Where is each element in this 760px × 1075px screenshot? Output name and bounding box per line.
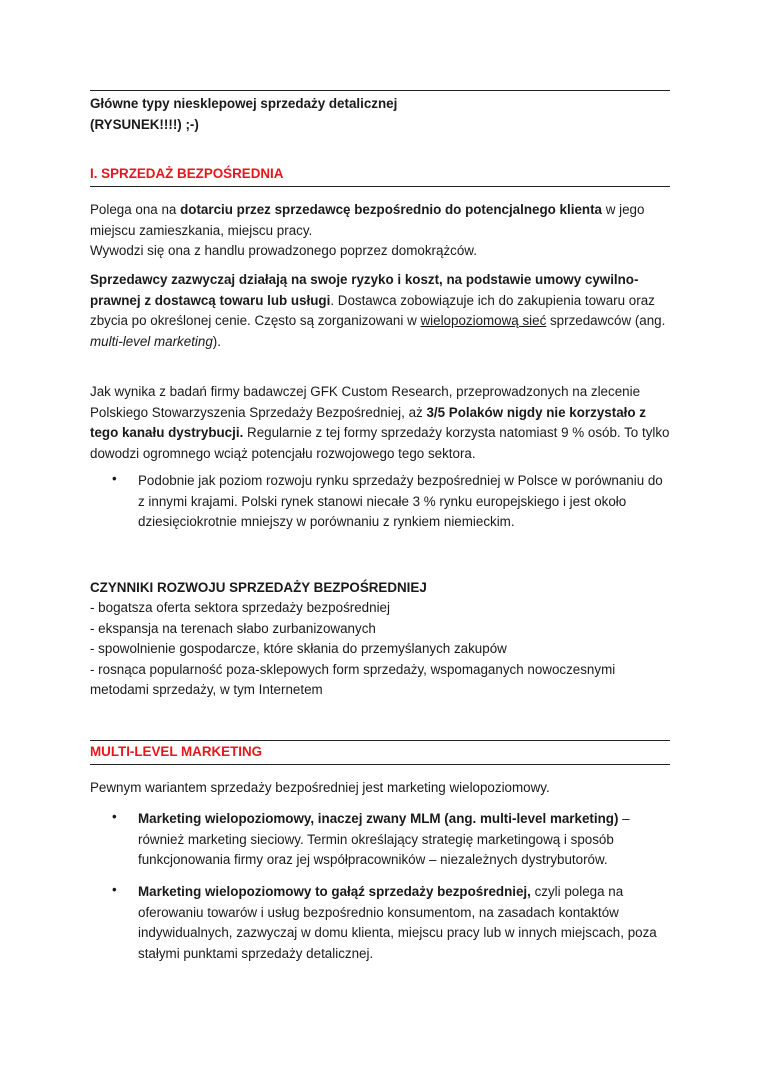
list-item: - spowolnienie gospodarcze, które skłania do przemyślanych zakupów [90, 641, 507, 656]
factors-heading: CZYNNIKI ROZWOJU SPRZEDAŻY BEZPOŚREDNIEJ [90, 580, 427, 595]
mlm-top-rule [90, 740, 670, 741]
paragraph-definition: Polega ona na dotarciu przez sprzedawcę bezpośrednio do potencjalnego klienta w jego miejscu zamieszkania, miejscu pracy. Wywodzi się ona z handlu prowadzonego poprzez domokrążców. [90, 202, 645, 258]
bullet-text: Marketing wielopoziomowy, inaczej zwany MLM (ang. multi-level marketing) – również marketing sieciowy. Termin określający strategię marketingową i sposób funkcjonowania firmy oraz jej współpracowników – niezależnych dystrybutorów. [138, 811, 630, 867]
bullet-icon: • [112, 809, 117, 824]
section-rule [90, 186, 670, 187]
subtitle-line: (RYSUNEK!!!!) ;-) [90, 116, 199, 132]
bullet-icon: • [112, 471, 117, 486]
bullet-text: Podobnie jak poziom rozwoju rynku sprzedaży bezpośredniej w Polsce w porównaniu do z innymi krajami. Polski rynek stanowi niecałe 3 % rynku europejskiego i jest około dziesięciokrotnie mniejszy w porównaniu z rynkiem niemieckim. [138, 473, 663, 529]
paragraph-research: Jak wynika z badań firmy badawczej GFK Custom Research, przeprowadzonych na zlecenie Polskiego Stowarzyszenia Sprzedaży Bezpośredniej, aż 3/5 Polaków nigdy nie korzystało z tego kanału dystrybucji. Regularnie z tej formy sprzedaży korzysta natomiast 9 % osób. To tylko dowodzi ogromnego wciąż potencjału rozwojowego tego sektora. [90, 384, 670, 461]
bullet-text: Marketing wielopoziomowy to gałąź sprzedaży bezpośredniej, czyli polega na oferowaniu towarów i usług bezpośrednio konsumentom, na zasadach kontaktów indywidualnych, zazwyczaj w domu klienta, miejscu pracy lub w innych miejscach, poza stałymi punktami sprzedaży detalicznej. [138, 884, 657, 961]
list-item: - ekspansja na terenach słabo zurbanizowanych [90, 620, 376, 636]
section-heading-mlm: MULTI-LEVEL MARKETING [90, 744, 263, 759]
paragraph-sellers: Sprzedawcy zazwyczaj działają na swoje ryzyko i koszt, na podstawie umowy cywilno-prawnej z dostawcą towaru lub usługi. Dostawca zobowiązuje ich do zakupienia towaru oraz zbycia po określonej cenie. Często są zorganizowani w wielopoziomową sieć sprzedawców (ang. multi-level marketing). [90, 272, 666, 349]
section-heading-direct-sales: I. SPRZEDAŻ BEZPOŚREDNIA [90, 166, 284, 181]
mlm-intro: Pewnym wariantem sprzedaży bezpośredniej jest marketing wielopoziomowy. [90, 780, 550, 795]
document-title [90, 94, 670, 135]
mlm-bottom-rule [90, 764, 670, 765]
top-rule [90, 90, 670, 91]
list-item: - rosnąca popularność poza-sklepowych form sprzedaży, wspomaganych nowoczesnymi metodami sprzedaży, w tym Internetem [90, 661, 616, 697]
list-item: - bogatsza oferta sektora sprzedaży bezpośredniej [90, 600, 390, 615]
bullet-icon: • [112, 882, 117, 897]
title-line: Główne typy niesklepowej sprzedaży detalicznej [90, 96, 398, 111]
factors-list [90, 598, 670, 701]
